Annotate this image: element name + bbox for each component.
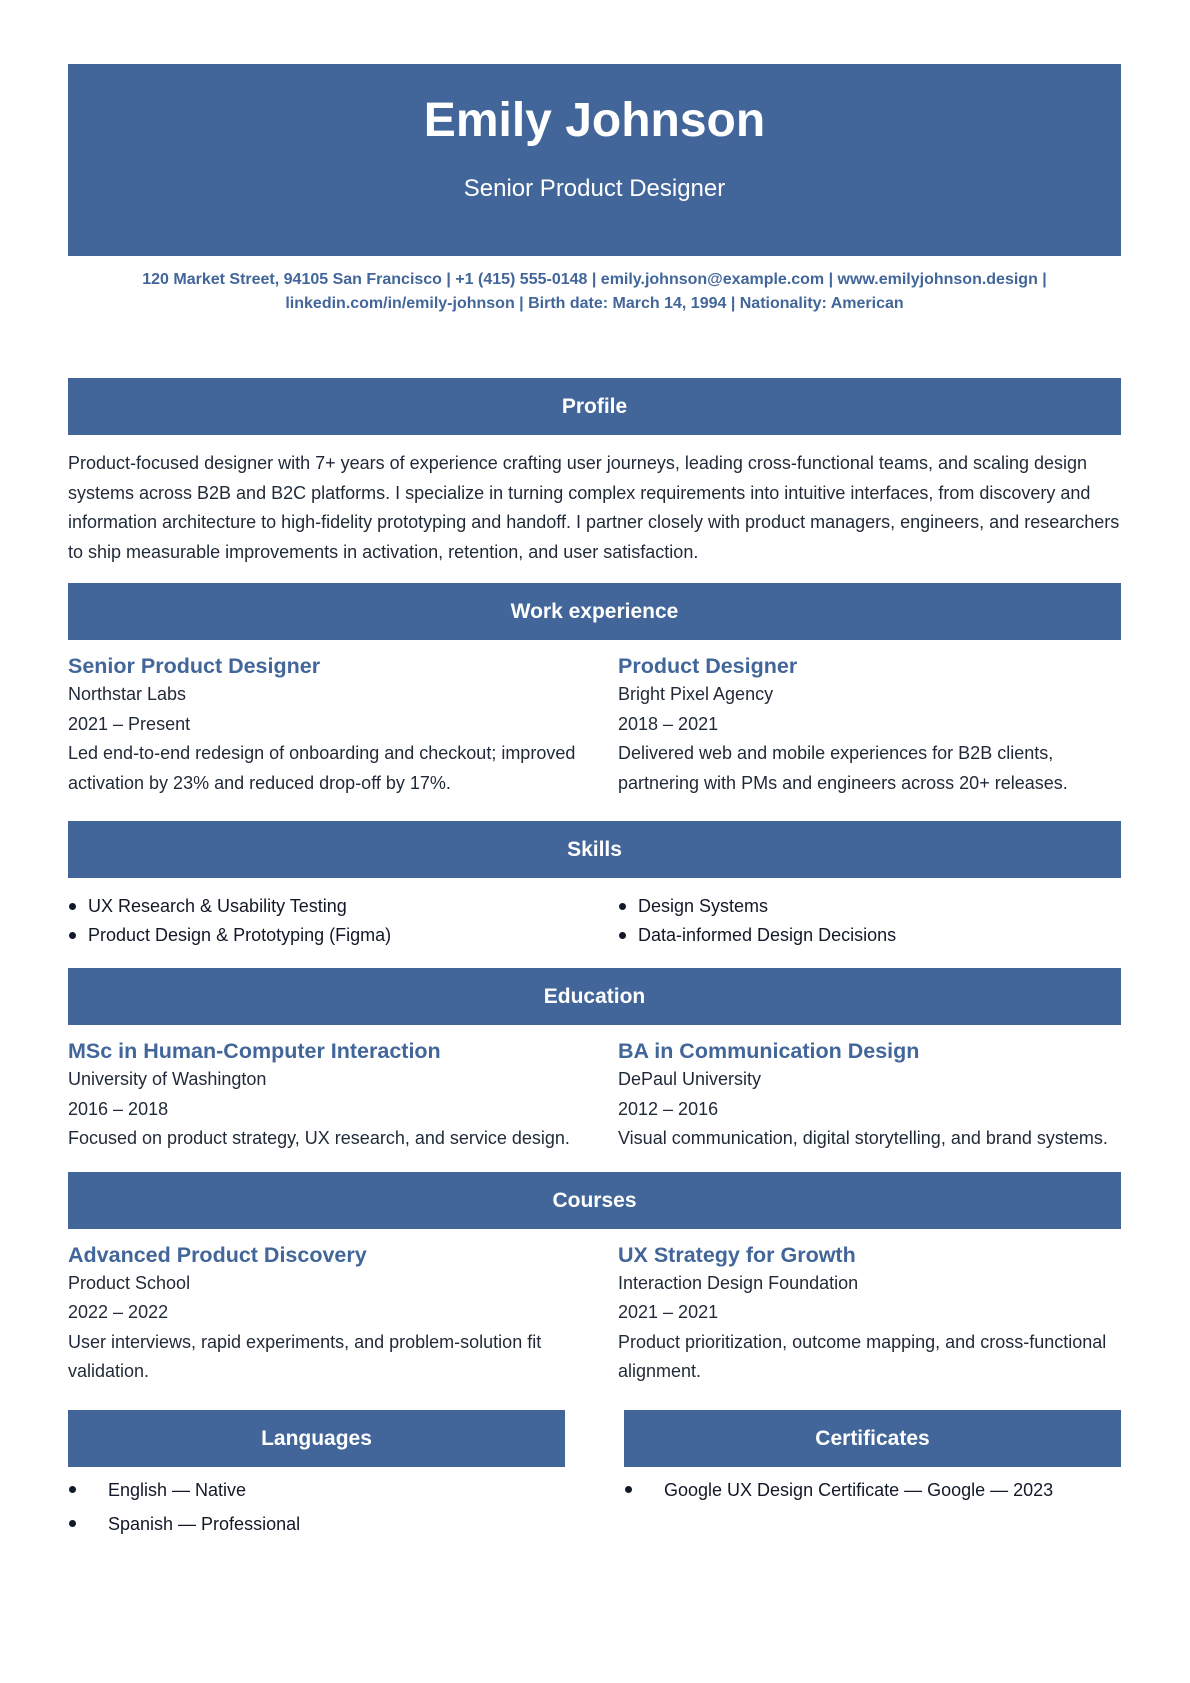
education-description: Focused on product strategy, UX research, and service design.	[68, 1128, 570, 1148]
education-entry	[68, 1037, 588, 1154]
course-title: Advanced Product Discovery	[68, 1242, 367, 1267]
skills-column-right	[618, 892, 1121, 950]
section-header-skills: Skills	[68, 821, 1121, 878]
course-provider: Interaction Design Foundation	[618, 1272, 859, 1293]
course-description: Product prioritization, outcome mapping, and cross-functional alignment.	[618, 1331, 1107, 1381]
skill-item: Design Systems	[618, 892, 1121, 921]
skill-item: UX Research & Usability Testing	[68, 892, 588, 921]
certificates-block	[624, 1410, 1121, 1541]
contact-line-2: linkedin.com/in/emily-johnson | Birth date: March 14, 1994 | Nationality: American	[285, 295, 904, 312]
institution: University of Washington	[68, 1069, 267, 1089]
work-list	[68, 652, 1121, 798]
employer: Bright Pixel Agency	[618, 684, 774, 704]
education-dates: 2016 – 2018	[68, 1098, 169, 1119]
skills-column-left	[68, 892, 588, 950]
section-header-certificates: Certificates	[624, 1410, 1121, 1467]
job-description: Delivered web and mobile experiences for B2B clients, partnering with PMs and engineers across 20+ releases.	[618, 743, 1068, 793]
course-title: UX Strategy for Growth	[618, 1242, 856, 1267]
resume-header	[68, 64, 1121, 256]
work-entry	[618, 652, 1121, 798]
contact-line-1: 120 Market Street, 94105 San Francisco | +1 (415) 555-0148 | emily.johnson@example.com | www.emilyjohnson.design |	[142, 271, 1047, 288]
job-description: Led end-to-end redesign of onboarding and checkout; improved activation by 23% and reduced drop-off by 17%.	[68, 743, 576, 793]
section-header-languages: Languages	[68, 1410, 565, 1467]
certificate-item: Google UX Design Certificate — Google — 2023	[624, 1473, 1121, 1507]
section-header-courses: Courses	[68, 1172, 1121, 1229]
degree-title: BA in Communication Design	[618, 1039, 920, 1063]
certificates-list	[624, 1473, 1121, 1507]
languages-block	[68, 1410, 565, 1541]
degree-title: MSc in Human-Computer Interaction	[68, 1039, 441, 1063]
job-title: Product Designer	[618, 654, 798, 678]
profile-text: Product-focused designer with 7+ years of experience crafting user journeys, leading cross-functional teams, and scaling design systems across B2B and B2C platforms. I specialize in turning complex requirements into intuitive interfaces, from discovery and information architecture to high-fidelity prototyping and handoff. I partner closely with product managers, engineers, and researchers to ship measurable improvements in activation, retention, and user satisfaction.	[68, 453, 1120, 562]
language-item: English — Native	[68, 1473, 565, 1507]
languages-certificates-row	[68, 1410, 1121, 1541]
education-list	[68, 1037, 1121, 1154]
institution: DePaul University	[618, 1069, 762, 1089]
job-dates: 2021 – Present	[68, 713, 191, 734]
skill-item: Data-informed Design Decisions	[618, 921, 1121, 950]
section-header-education: Education	[68, 968, 1121, 1025]
skills-list	[68, 892, 1121, 950]
course-entry	[68, 1241, 588, 1387]
courses-list	[68, 1241, 1121, 1387]
contact-info	[68, 268, 1121, 316]
education-dates: 2012 – 2016	[618, 1098, 719, 1119]
course-provider: Product School	[68, 1272, 191, 1293]
section-header-profile: Profile	[68, 378, 1121, 435]
job-dates: 2018 – 2021	[618, 713, 719, 734]
resume-page	[68, 64, 1121, 1541]
course-dates: 2022 – 2022	[68, 1302, 169, 1322]
work-entry	[68, 652, 588, 798]
course-description: User interviews, rapid experiments, and problem-solution fit validation.	[68, 1331, 542, 1381]
section-header-work: Work experience	[68, 583, 1121, 640]
candidate-name: Emily Johnson	[423, 94, 766, 147]
job-title: Senior Product Designer	[68, 654, 321, 678]
employer: Northstar Labs	[68, 684, 187, 704]
candidate-title: Senior Product Designer	[463, 175, 726, 202]
education-description: Visual communication, digital storytelling, and brand systems.	[618, 1128, 1108, 1148]
languages-list	[68, 1473, 565, 1541]
skill-item: Product Design & Prototyping (Figma)	[68, 921, 588, 950]
language-item: Spanish — Professional	[68, 1507, 565, 1541]
education-entry	[618, 1037, 1121, 1154]
course-entry	[618, 1241, 1121, 1387]
course-dates: 2021 – 2021	[618, 1302, 719, 1322]
